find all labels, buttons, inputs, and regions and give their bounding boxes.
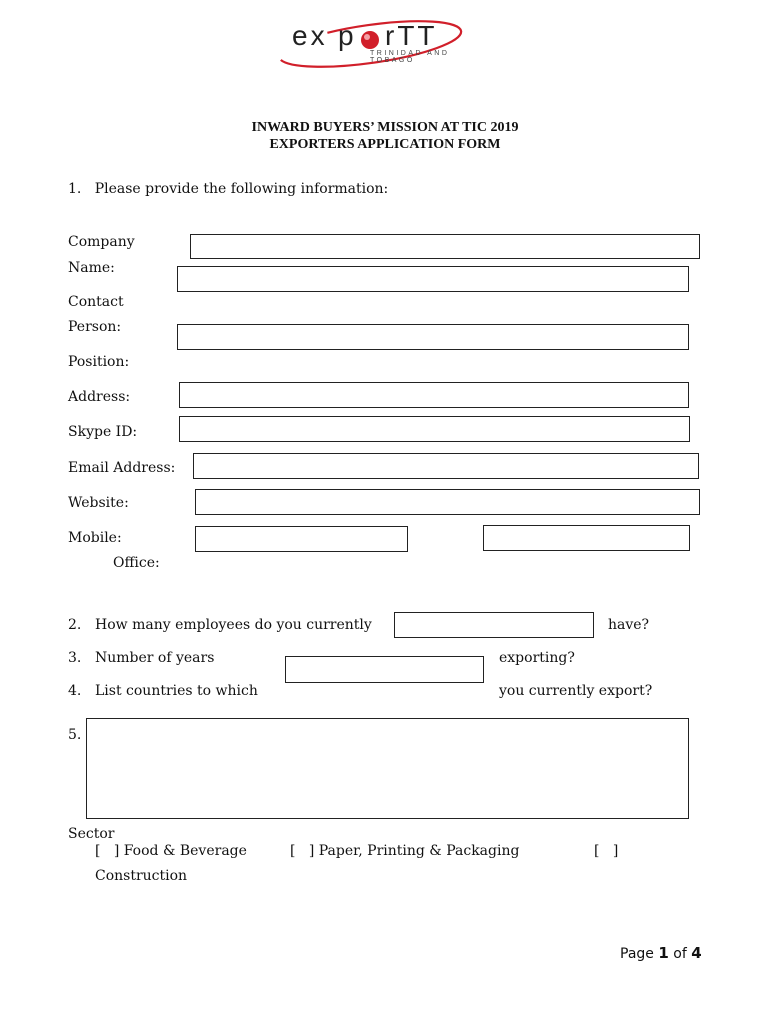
- label-skype: Skype ID:: [68, 424, 138, 440]
- q3-number: 3.: [68, 650, 82, 666]
- logo-subtitle: TRINIDAD AND TOBAGO: [370, 50, 450, 64]
- contact-person-input[interactable]: [177, 324, 689, 350]
- form-title-line2: EXPORTERS APPLICATION FORM: [269, 137, 501, 152]
- label-contact: Contact: [68, 294, 124, 310]
- email-input[interactable]: [193, 453, 699, 479]
- page-current: 1: [658, 944, 669, 962]
- logo-text-p: p: [338, 20, 357, 51]
- logo-text-ex: ex: [292, 20, 328, 51]
- form-title-line1: INWARD BUYERS’ MISSION AT TIC 2019: [251, 120, 519, 135]
- q5-number: 5.: [68, 727, 82, 743]
- office-input[interactable]: [483, 525, 690, 551]
- label-office: Office:: [113, 555, 160, 571]
- company-input[interactable]: [190, 234, 700, 259]
- years-exporting-input[interactable]: [285, 656, 484, 683]
- logo-text-rtt: rTT: [385, 20, 438, 51]
- label-name: Name:: [68, 260, 115, 276]
- q4-number: 4.: [68, 683, 82, 699]
- label-position: Position:: [68, 354, 130, 370]
- label-email: Email Address:: [68, 460, 176, 476]
- q3-text: Number of years: [95, 650, 215, 666]
- address-input[interactable]: [179, 382, 689, 408]
- sector-option-paper[interactable]: [ ] Paper, Printing & Packaging: [290, 843, 520, 859]
- label-person: Person:: [68, 319, 122, 335]
- page-number: [620, 944, 702, 962]
- logo: [275, 10, 495, 70]
- q4-suffix: you currently export?: [499, 683, 653, 699]
- sector-option-construction-label: Construction: [95, 868, 188, 884]
- q4-text: List countries to which: [95, 683, 258, 699]
- page-label: Page: [620, 946, 654, 962]
- q2-number: 2.: [68, 617, 82, 633]
- sector-option-food[interactable]: [ ] Food & Beverage: [95, 843, 247, 859]
- label-website: Website:: [68, 495, 129, 511]
- sector-label: Sector: [68, 826, 115, 842]
- name-input[interactable]: [177, 266, 689, 292]
- page-of-label: of: [673, 946, 687, 962]
- countries-textarea[interactable]: [86, 718, 689, 819]
- q2-text: How many employees do you currently: [95, 617, 372, 633]
- q2-suffix: have?: [608, 617, 650, 633]
- label-mobile: Mobile:: [68, 530, 122, 546]
- label-company: Company: [68, 234, 135, 250]
- employees-input[interactable]: [394, 612, 594, 638]
- skype-input[interactable]: [179, 416, 690, 442]
- mobile-input[interactable]: [195, 526, 408, 552]
- page-total: 4: [691, 944, 702, 962]
- sector-option-construction-checkbox[interactable]: [ ]: [594, 843, 619, 859]
- section1-heading: 1. Please provide the following information:: [68, 181, 389, 197]
- label-address: Address:: [68, 389, 131, 405]
- website-input[interactable]: [195, 489, 700, 515]
- q3-suffix: exporting?: [499, 650, 575, 666]
